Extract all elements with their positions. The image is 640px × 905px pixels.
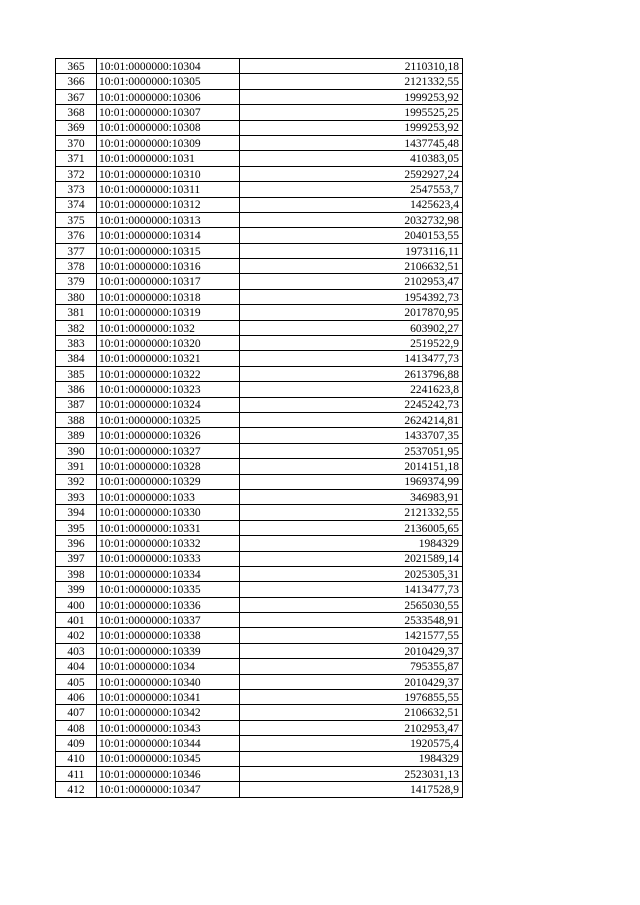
- table-row: [56, 366, 463, 381]
- cadastral-value-cell: 1437745,48: [240, 135, 463, 150]
- cadastral-value-cell: 2102953,47: [240, 720, 463, 735]
- row-number-cell: 383: [56, 336, 97, 351]
- row-number-cell: 366: [56, 74, 97, 89]
- table-row: [56, 274, 463, 289]
- row-number-cell: 406: [56, 690, 97, 705]
- table-row: [56, 520, 463, 535]
- row-number-cell: 372: [56, 166, 97, 181]
- cadastral-value-cell: 1973116,11: [240, 243, 463, 258]
- row-number-cell: 395: [56, 520, 97, 535]
- cadastral-number-cell: 10:01:0000000:1031: [97, 151, 240, 166]
- row-number-cell: 403: [56, 643, 97, 658]
- cadastral-value-cell: 2014151,18: [240, 459, 463, 474]
- row-number-cell: 374: [56, 197, 97, 212]
- table-row: [56, 59, 463, 74]
- cadastral-number-cell: 10:01:0000000:10307: [97, 105, 240, 120]
- row-number-cell: 365: [56, 59, 97, 74]
- row-number-cell: 394: [56, 505, 97, 520]
- cadastral-value-cell: 2010429,37: [240, 643, 463, 658]
- row-number-cell: 379: [56, 274, 97, 289]
- cadastral-value-cell: 2245242,73: [240, 397, 463, 412]
- cadastral-number-cell: 10:01:0000000:10333: [97, 551, 240, 566]
- row-number-cell: 400: [56, 597, 97, 612]
- cadastral-value-cell: 2102953,47: [240, 274, 463, 289]
- cadastral-number-cell: 10:01:0000000:10344: [97, 736, 240, 751]
- row-number-cell: 385: [56, 366, 97, 381]
- cadastral-value-cell: 2025305,31: [240, 566, 463, 581]
- row-number-cell: 386: [56, 382, 97, 397]
- row-number-cell: 393: [56, 489, 97, 504]
- cadastral-value-cell: 2624214,81: [240, 412, 463, 427]
- cadastral-value-cell: 1954392,73: [240, 289, 463, 304]
- table-row: [56, 135, 463, 150]
- table-row: [56, 505, 463, 520]
- table-row: [56, 243, 463, 258]
- cadastral-value-cell: 2021589,14: [240, 551, 463, 566]
- cadastral-number-cell: 10:01:0000000:10305: [97, 74, 240, 89]
- table-row: [56, 628, 463, 643]
- cadastral-number-cell: 10:01:0000000:10338: [97, 628, 240, 643]
- cadastral-value-cell: 346983,91: [240, 489, 463, 504]
- cadastral-number-cell: 10:01:0000000:10327: [97, 443, 240, 458]
- table-row: [56, 212, 463, 227]
- row-number-cell: 392: [56, 474, 97, 489]
- table-row: [56, 412, 463, 427]
- cadastral-value-cell: 1417528,9: [240, 782, 463, 797]
- table-row: [56, 120, 463, 135]
- cadastral-number-cell: 10:01:0000000:10313: [97, 212, 240, 227]
- table-row: [56, 736, 463, 751]
- cadastral-number-cell: 10:01:0000000:10317: [97, 274, 240, 289]
- row-number-cell: 399: [56, 582, 97, 597]
- table-row: [56, 551, 463, 566]
- row-number-cell: 396: [56, 536, 97, 551]
- table-row: [56, 151, 463, 166]
- cadastral-value-cell: 795355,87: [240, 659, 463, 674]
- row-number-cell: 380: [56, 289, 97, 304]
- cadastral-value-cell: 2106632,51: [240, 705, 463, 720]
- row-number-cell: 367: [56, 89, 97, 104]
- table-row: [56, 459, 463, 474]
- cadastral-number-cell: 10:01:0000000:10314: [97, 228, 240, 243]
- table-row: [56, 659, 463, 674]
- table-row: [56, 643, 463, 658]
- table-row: [56, 259, 463, 274]
- cadastral-number-cell: 10:01:0000000:10322: [97, 366, 240, 381]
- table-row: [56, 582, 463, 597]
- cadastral-value-cell: 2010429,37: [240, 674, 463, 689]
- row-number-cell: 410: [56, 751, 97, 766]
- table-row: [56, 443, 463, 458]
- cadastral-number-cell: 10:01:0000000:10345: [97, 751, 240, 766]
- cadastral-value-cell: 2519522,9: [240, 336, 463, 351]
- cadastral-number-cell: 10:01:0000000:10324: [97, 397, 240, 412]
- cadastral-number-cell: 10:01:0000000:10340: [97, 674, 240, 689]
- cadastral-value-cell: 2547553,7: [240, 182, 463, 197]
- cadastral-number-cell: 10:01:0000000:10311: [97, 182, 240, 197]
- row-number-cell: 375: [56, 212, 97, 227]
- cadastral-value-cell: 1413477,73: [240, 351, 463, 366]
- cadastral-number-cell: 10:01:0000000:10316: [97, 259, 240, 274]
- cadastral-number-cell: 10:01:0000000:10325: [97, 412, 240, 427]
- table-row: [56, 751, 463, 766]
- row-number-cell: 369: [56, 120, 97, 135]
- cadastral-value-cell: 2565030,55: [240, 597, 463, 612]
- cadastral-number-cell: 10:01:0000000:10329: [97, 474, 240, 489]
- cadastral-value-cell: 1433707,35: [240, 428, 463, 443]
- row-number-cell: 409: [56, 736, 97, 751]
- row-number-cell: 408: [56, 720, 97, 735]
- table-row: [56, 89, 463, 104]
- cadastral-number-cell: 10:01:0000000:10337: [97, 613, 240, 628]
- table-row: [56, 182, 463, 197]
- table-row: [56, 289, 463, 304]
- table-body: [56, 59, 463, 798]
- cadastral-number-cell: 10:01:0000000:10308: [97, 120, 240, 135]
- table-row: [56, 320, 463, 335]
- cadastral-number-cell: 10:01:0000000:10306: [97, 89, 240, 104]
- row-number-cell: 398: [56, 566, 97, 581]
- cadastral-number-cell: 10:01:0000000:10323: [97, 382, 240, 397]
- row-number-cell: 384: [56, 351, 97, 366]
- cadastral-number-cell: 10:01:0000000:10335: [97, 582, 240, 597]
- cadastral-number-cell: 10:01:0000000:1032: [97, 320, 240, 335]
- cadastral-number-cell: 10:01:0000000:10334: [97, 566, 240, 581]
- cadastral-number-cell: 10:01:0000000:10319: [97, 305, 240, 320]
- row-number-cell: 391: [56, 459, 97, 474]
- row-number-cell: 412: [56, 782, 97, 797]
- row-number-cell: 401: [56, 613, 97, 628]
- cadastral-value-cell: 1995525,25: [240, 105, 463, 120]
- cadastral-number-cell: 10:01:0000000:10312: [97, 197, 240, 212]
- table-row: [56, 74, 463, 89]
- table-row: [56, 782, 463, 797]
- row-number-cell: 382: [56, 320, 97, 335]
- row-number-cell: 388: [56, 412, 97, 427]
- cadastral-value-cell: 2523031,13: [240, 766, 463, 781]
- cadastral-number-cell: 10:01:0000000:1033: [97, 489, 240, 504]
- cadastral-value-cell: 1984329: [240, 536, 463, 551]
- cadastral-value-cell: 1425623,4: [240, 197, 463, 212]
- cadastral-value-cell: 1413477,73: [240, 582, 463, 597]
- table-row: [56, 489, 463, 504]
- cadastral-value-cell: 1920575,4: [240, 736, 463, 751]
- row-number-cell: 371: [56, 151, 97, 166]
- cadastral-number-cell: 10:01:0000000:10336: [97, 597, 240, 612]
- cadastral-number-cell: 10:01:0000000:10343: [97, 720, 240, 735]
- cadastral-value-cell: 2592927,24: [240, 166, 463, 181]
- cadastral-number-cell: 10:01:0000000:10315: [97, 243, 240, 258]
- row-number-cell: 377: [56, 243, 97, 258]
- row-number-cell: 402: [56, 628, 97, 643]
- cadastral-number-cell: 10:01:0000000:10331: [97, 520, 240, 535]
- row-number-cell: 376: [56, 228, 97, 243]
- table-row: [56, 536, 463, 551]
- table-row: [56, 766, 463, 781]
- table-row: [56, 720, 463, 735]
- cadastral-number-cell: 10:01:0000000:1034: [97, 659, 240, 674]
- cadastral-number-cell: 10:01:0000000:10310: [97, 166, 240, 181]
- cadastral-value-cell: 2106632,51: [240, 259, 463, 274]
- cadastral-value-cell: 2136005,65: [240, 520, 463, 535]
- table-row: [56, 428, 463, 443]
- cadastral-value-cell: 2613796,88: [240, 366, 463, 381]
- table-row: [56, 105, 463, 120]
- row-number-cell: 373: [56, 182, 97, 197]
- table-row: [56, 674, 463, 689]
- cadastral-number-cell: 10:01:0000000:10321: [97, 351, 240, 366]
- cadastral-number-cell: 10:01:0000000:10328: [97, 459, 240, 474]
- cadastral-value-cell: 603902,27: [240, 320, 463, 335]
- cadastral-number-cell: 10:01:0000000:10339: [97, 643, 240, 658]
- table-row: [56, 351, 463, 366]
- row-number-cell: 387: [56, 397, 97, 412]
- cadastral-value-cell: 1969374,99: [240, 474, 463, 489]
- table-row: [56, 166, 463, 181]
- row-number-cell: 389: [56, 428, 97, 443]
- row-number-cell: 407: [56, 705, 97, 720]
- table-row: [56, 613, 463, 628]
- table-row: [56, 690, 463, 705]
- cadastral-number-cell: 10:01:0000000:10304: [97, 59, 240, 74]
- cadastral-number-cell: 10:01:0000000:10347: [97, 782, 240, 797]
- cadastral-value-cell: 1999253,92: [240, 89, 463, 104]
- cadastral-value-cell: 1999253,92: [240, 120, 463, 135]
- row-number-cell: 397: [56, 551, 97, 566]
- cadastral-value-cell: 2121332,55: [240, 505, 463, 520]
- cadastral-value-cell: 2241623,8: [240, 382, 463, 397]
- table-row: [56, 705, 463, 720]
- cadastral-number-cell: 10:01:0000000:10330: [97, 505, 240, 520]
- table-row: [56, 566, 463, 581]
- cadastral-value-cell: 1984329: [240, 751, 463, 766]
- table-row: [56, 305, 463, 320]
- row-number-cell: 378: [56, 259, 97, 274]
- cadastral-number-cell: 10:01:0000000:10341: [97, 690, 240, 705]
- cadastral-value-cell: 2537051,95: [240, 443, 463, 458]
- cadastral-value-cell: 2533548,91: [240, 613, 463, 628]
- cadastral-value-cell: 410383,05: [240, 151, 463, 166]
- row-number-cell: 404: [56, 659, 97, 674]
- table-row: [56, 382, 463, 397]
- cadastral-value-cell: 2017870,95: [240, 305, 463, 320]
- cadastral-number-cell: 10:01:0000000:10318: [97, 289, 240, 304]
- cadastral-number-cell: 10:01:0000000:10342: [97, 705, 240, 720]
- cadastral-number-cell: 10:01:0000000:10309: [97, 135, 240, 150]
- row-number-cell: 381: [56, 305, 97, 320]
- cadastral-value-cell: 2032732,98: [240, 212, 463, 227]
- table-row: [56, 397, 463, 412]
- table-row: [56, 228, 463, 243]
- table-row: [56, 474, 463, 489]
- cadastral-value-cell: 2121332,55: [240, 74, 463, 89]
- cadastral-value-cell: 1421577,55: [240, 628, 463, 643]
- cadastral-number-cell: 10:01:0000000:10346: [97, 766, 240, 781]
- cadastral-value-cell: 2040153,55: [240, 228, 463, 243]
- cadastral-number-cell: 10:01:0000000:10320: [97, 336, 240, 351]
- table-row: [56, 336, 463, 351]
- row-number-cell: 370: [56, 135, 97, 150]
- row-number-cell: 390: [56, 443, 97, 458]
- table-row: [56, 597, 463, 612]
- row-number-cell: 368: [56, 105, 97, 120]
- cadastral-value-table: [55, 58, 463, 798]
- row-number-cell: 405: [56, 674, 97, 689]
- cadastral-value-cell: 1976855,55: [240, 690, 463, 705]
- row-number-cell: 411: [56, 766, 97, 781]
- cadastral-number-cell: 10:01:0000000:10326: [97, 428, 240, 443]
- cadastral-value-cell: 2110310,18: [240, 59, 463, 74]
- table-row: [56, 197, 463, 212]
- cadastral-number-cell: 10:01:0000000:10332: [97, 536, 240, 551]
